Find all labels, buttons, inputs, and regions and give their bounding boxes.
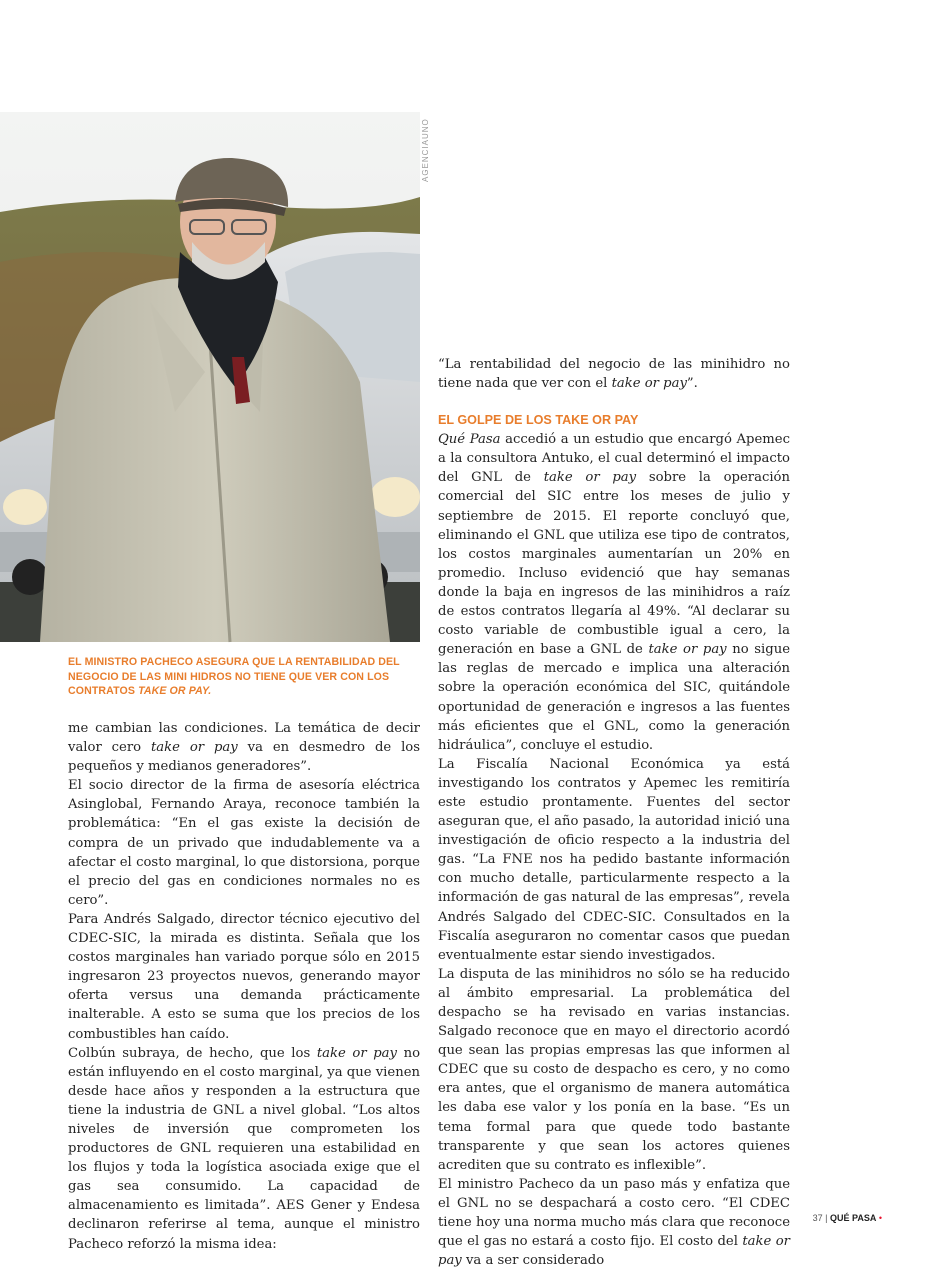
right-paragraph-4: El ministro Pacheco da un paso más y enfatiza que el GNL no se despachará a costo cero. “El CDEC tiene hoy una norma mucho más clara que reconoce que el gas no estará a costo fijo. El costo del take or pay va a ser considerado <box>438 1176 790 1269</box>
right-paragraph-1: Qué Pasa accedió a un estudio que encargó Apemec a la consultora Antuko, el cual determinó el impacto del GNL de take or pay sobre la operación comercial del SIC entre los meses de julio y septiembre de 2015. El reporte concluyó que, eliminando el GNL que utiliza ese tipo de contratos, los costos marginales aumentarían un 20% en promedio. Incluso evidenció que hay semanas donde la baja en ingresos de las minihidros a raíz de estos contratos llegaría al 49%. “Al declarar su costo variable de combustible igual a cero, la generación en base a GNL de take or pay no sigue las reglas de mercado e implica una alteración sobre la operación económica del SIC, quitándole oportunidad de generación e ingresos a las fuentes más eficientes que el GNL, como la generación hidráulica”, concluye el estudio. <box>438 432 791 753</box>
left-paragraph-1: me cambian las condiciones. La temática de decir valor cero take or pay va en desmedro de los pequeños y medianos generadores”. <box>68 721 421 775</box>
section-heading: EL GOLPE DE LOS TAKE OR PAY <box>438 413 639 428</box>
page-number: 37 <box>812 1213 823 1223</box>
caption-text: EL MINISTRO PACHECO ASEGURA QUE LA RENTABILIDAD DEL NEGOCIO DE LAS MINI HIDROS NO TIENE QUE VER CON LOS CONTRATOS <box>68 656 400 697</box>
page-footer <box>813 1213 882 1223</box>
footer-separator: | <box>825 1213 828 1223</box>
right-paragraph-0: “La rentabilidad del negocio de las minihidro no tiene nada que ver con el take or pay”. <box>438 357 790 392</box>
brand-bullet-icon: • <box>878 1213 882 1223</box>
left-paragraph-3: Para Andrés Salgado, director técnico ejecutivo del CDEC-SIC, la mirada es distinta. Señala que los costos marginales han variado porque sólo en 2015 ingresaron 23 proyectos nuevos, generando mayor oferta versus una demanda prácticamente inalterable. A esto se suma que los precios de los combustibles han caído. <box>68 911 420 1042</box>
right-paragraph-3: La disputa de las minihidros no sólo se ha reducido al ámbito empresarial. La problemática del despacho se ha revisado en varias instancias. Salgado reconoce que en mayo el directorio acordó que sean las propias empresas las que informen al CDEC que su costo de despacho es cero, y no como era antes, que el organismo de manera automática les daba ese valor y los ponía en la base. “Es un tema formal para que quede todo bastante transparente y que sean los actores quienes acrediten que su contrato es inflexible”. <box>438 966 790 1173</box>
minister-photo <box>0 112 420 642</box>
magazine-brand: QUÉ PASA <box>829 1213 877 1223</box>
article-column-left <box>68 719 420 1254</box>
left-paragraph-4: Colbún subraya, de hecho, que los take or pay no están influyendo en el costo marginal, ya que vienen desde hace años y responden a la estructura que tiene la industria de GNL a nivel global. “Los altos niveles de inversión que comprometen los productores de GNL requieren una estabilidad en los flujos y toda la logística asociada exige que el gas sea consumido. La capacidad de almacenamiento es limitada”. AES Gener y Endesa declinaron referirse al tema, aunque el ministro Pacheco reforzó la misma idea: <box>68 1045 421 1252</box>
caption-italic: TAKE OR PAY. <box>138 685 212 697</box>
photo-caption <box>68 655 413 699</box>
right-paragraph-2: La Fiscalía Nacional Económica ya está investigando los contratos y Apemec les remitiría este estudio prontamente. Fuentes del sector aseguran que, el año pasado, la autoridad inició una investigación de oficio respecto a la industria del gas. “La FNE nos ha pedido bastante información con mucho detalle, particularmente respecto a la información de gas natural de las empresas”, revela Andrés Salgado del CDEC-SIC. Consultados en la Fiscalía aseguraron no comentar casos que puedan eventualmente estar siendo investigados. <box>438 756 790 963</box>
left-paragraph-2: El socio director de la firma de asesoría eléctrica Asinglobal, Fernando Araya, reconoce también la problemática: “En el gas existe la decisión de compra de un privado que indudablemente va a afectar el costo marginal, lo que distorsiona, porque el precio del gas en condiciones normales no es cero”. <box>68 778 420 908</box>
photo-credit: AGENCIAUNO <box>421 118 430 182</box>
article-column-right <box>438 355 790 1270</box>
article-photo <box>0 112 420 642</box>
